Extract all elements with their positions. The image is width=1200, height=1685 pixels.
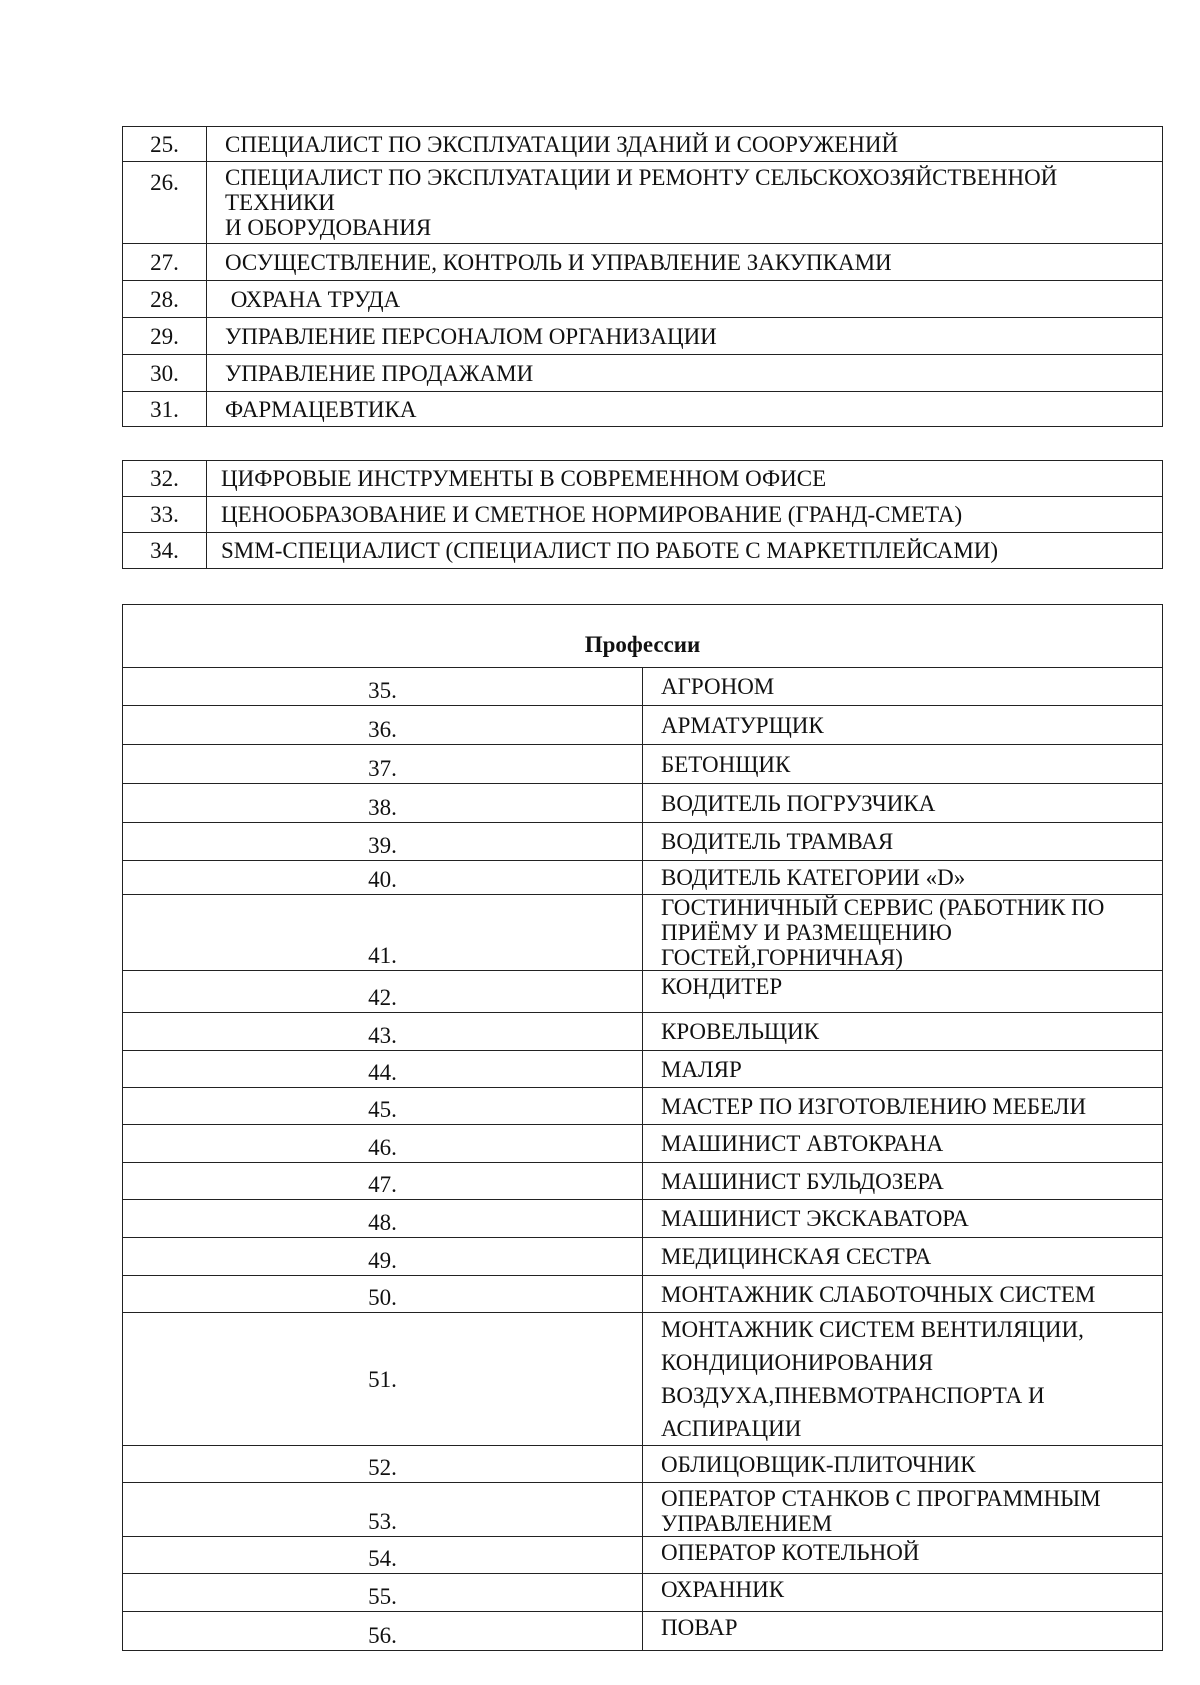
table-row [123, 1163, 1163, 1200]
table-row [123, 1483, 1163, 1537]
row-name-line: И ОБОРУДОВАНИЯ [225, 215, 432, 240]
table-row [123, 244, 1163, 281]
table-row [123, 1013, 1163, 1051]
table-row [123, 1125, 1163, 1163]
section-header: Профессии [123, 605, 1163, 668]
row-name [207, 162, 1163, 244]
table-row [123, 1574, 1163, 1612]
table-row [123, 318, 1163, 355]
row-name-line: ВОЗДУХА,ПНЕВМОТРАНСПОРТА И АСПИРАЦИИ [661, 1383, 1045, 1441]
table-row [123, 127, 1163, 162]
row-name: ПОВАР [643, 1612, 1163, 1651]
row-number: 29. [123, 318, 207, 355]
table-row [123, 533, 1163, 569]
row-number: 28. [123, 281, 207, 318]
row-name: ОПЕРАТОР КОТЕЛЬНОЙ [643, 1537, 1163, 1574]
row-name: ЦЕНООБРАЗОВАНИЕ И СМЕТНОЕ НОРМИРОВАНИЕ (ГРАНД-СМЕТА) [207, 497, 1163, 533]
row-number: 35. [123, 668, 643, 706]
row-name: ФАРМАЦЕВТИКА [207, 392, 1163, 427]
table-row [123, 497, 1163, 533]
table-row [123, 668, 1163, 706]
row-name: АГРОНОМ [643, 668, 1163, 706]
row-number: 55. [123, 1574, 643, 1612]
row-number: 42. [123, 971, 643, 1013]
table-row [123, 1446, 1163, 1483]
table-row [123, 745, 1163, 784]
row-number: 47. [123, 1163, 643, 1200]
specialties-table-1 [122, 126, 1163, 427]
table-row [123, 895, 1163, 971]
row-number: 44. [123, 1051, 643, 1088]
row-name: МЕДИЦИНСКАЯ СЕСТРА [643, 1238, 1163, 1276]
row-name: ВОДИТЕЛЬ ПОГРУЗЧИКА [643, 784, 1163, 823]
row-number: 53. [123, 1483, 643, 1537]
table-row [123, 1200, 1163, 1238]
table-row [123, 162, 1163, 244]
row-name-line: ГОСТЕЙ,ГОРНИЧНАЯ) [661, 945, 903, 970]
row-number: 50. [123, 1276, 643, 1313]
table-row [123, 1238, 1163, 1276]
row-name: ОБЛИЦОВЩИК-ПЛИТОЧНИК [643, 1446, 1163, 1483]
row-name: ВОДИТЕЛЬ ТРАМВАЯ [643, 823, 1163, 861]
row-number: 33. [123, 497, 207, 533]
row-number: 32. [123, 461, 207, 497]
row-number: 37. [123, 745, 643, 784]
row-number: 39. [123, 823, 643, 861]
table-row [123, 1276, 1163, 1313]
table-row [123, 1313, 1163, 1446]
row-number: 30. [123, 355, 207, 392]
row-name: МОНТАЖНИК СЛАБОТОЧНЫХ СИСТЕМ [643, 1276, 1163, 1313]
table-row [123, 706, 1163, 745]
row-number: 49. [123, 1238, 643, 1276]
table-row [123, 784, 1163, 823]
row-number: 43. [123, 1013, 643, 1051]
row-number: 27. [123, 244, 207, 281]
table-row [123, 1051, 1163, 1088]
row-name-line: МОНТАЖНИК СИСТЕМ ВЕНТИЛЯЦИИ, КОНДИЦИОНИРОВАНИЯ [661, 1317, 1084, 1375]
row-number: 36. [123, 706, 643, 745]
row-number: 31. [123, 392, 207, 427]
row-name: МАШИНИСТ АВТОКРАНА [643, 1125, 1163, 1163]
row-number: 26. [123, 162, 207, 244]
row-number: 46. [123, 1125, 643, 1163]
row-number: 56. [123, 1612, 643, 1651]
row-number: 54. [123, 1537, 643, 1574]
row-name: ОПЕРАТОР СТАНКОВ С ПРОГРАММНЫМ УПРАВЛЕНИЕМ [643, 1483, 1163, 1537]
row-number: 48. [123, 1200, 643, 1238]
row-number: 41. [123, 895, 643, 971]
table-header-row [123, 605, 1163, 668]
row-name: МАШИНИСТ ЭКСКАВАТОРА [643, 1200, 1163, 1238]
row-name: КОНДИТЕР [643, 971, 1163, 1013]
row-number: 38. [123, 784, 643, 823]
table-row [123, 861, 1163, 895]
professions-table [122, 604, 1163, 1651]
row-name: ОХРАННИК [643, 1574, 1163, 1612]
table-row [123, 392, 1163, 427]
row-name: АРМАТУРЩИК [643, 706, 1163, 745]
specialties-table-2 [122, 460, 1163, 569]
table-row [123, 461, 1163, 497]
table-row [123, 1537, 1163, 1574]
row-name: СПЕЦИАЛИСТ ПО ЭКСПЛУАТАЦИИ ЗДАНИЙ И СООРУЖЕНИЙ [207, 127, 1163, 162]
row-name: ОХРАНА ТРУДА [207, 281, 1163, 318]
table-row [123, 1088, 1163, 1125]
table-row [123, 355, 1163, 392]
row-name: МАЛЯР [643, 1051, 1163, 1088]
row-name-line: СПЕЦИАЛИСТ ПО ЭКСПЛУАТАЦИИ И РЕМОНТУ СЕЛЬСКОХОЗЯЙСТВЕННОЙ [225, 165, 1058, 190]
row-number: 34. [123, 533, 207, 569]
row-name: ОСУЩЕСТВЛЕНИЕ, КОНТРОЛЬ И УПРАВЛЕНИЕ ЗАКУПКАМИ [207, 244, 1163, 281]
table-row [123, 1612, 1163, 1651]
row-name [643, 1313, 1163, 1446]
row-number: 51. [123, 1313, 643, 1446]
row-name: МАШИНИСТ БУЛЬДОЗЕРА [643, 1163, 1163, 1200]
row-number: 52. [123, 1446, 643, 1483]
row-name-line: ГОСТИНИЧНЫЙ СЕРВИС (РАБОТНИК ПО ПРИЁМУ И РАЗМЕЩЕНИЮ [661, 895, 1105, 945]
row-number: 40. [123, 861, 643, 895]
row-name: ЦИФРОВЫЕ ИНСТРУМЕНТЫ В СОВРЕМЕННОМ ОФИСЕ [207, 461, 1163, 497]
row-name [643, 895, 1163, 971]
row-number: 25. [123, 127, 207, 162]
row-name: УПРАВЛЕНИЕ ПРОДАЖАМИ [207, 355, 1163, 392]
row-name: ВОДИТЕЛЬ КАТЕГОРИИ «D» [643, 861, 1163, 895]
table-row [123, 823, 1163, 861]
row-name: SMM-СПЕЦИАЛИСТ (СПЕЦИАЛИСТ ПО РАБОТЕ С МАРКЕТПЛЕЙСАМИ) [207, 533, 1163, 569]
row-name: УПРАВЛЕНИЕ ПЕРСОНАЛОМ ОРГАНИЗАЦИИ [207, 318, 1163, 355]
row-name: БЕТОНЩИК [643, 745, 1163, 784]
table-row [123, 971, 1163, 1013]
row-name-line: ТЕХНИКИ [225, 190, 335, 215]
row-number: 45. [123, 1088, 643, 1125]
row-name: КРОВЕЛЬЩИК [643, 1013, 1163, 1051]
table-row [123, 281, 1163, 318]
row-name: МАСТЕР ПО ИЗГОТОВЛЕНИЮ МЕБЕЛИ [643, 1088, 1163, 1125]
